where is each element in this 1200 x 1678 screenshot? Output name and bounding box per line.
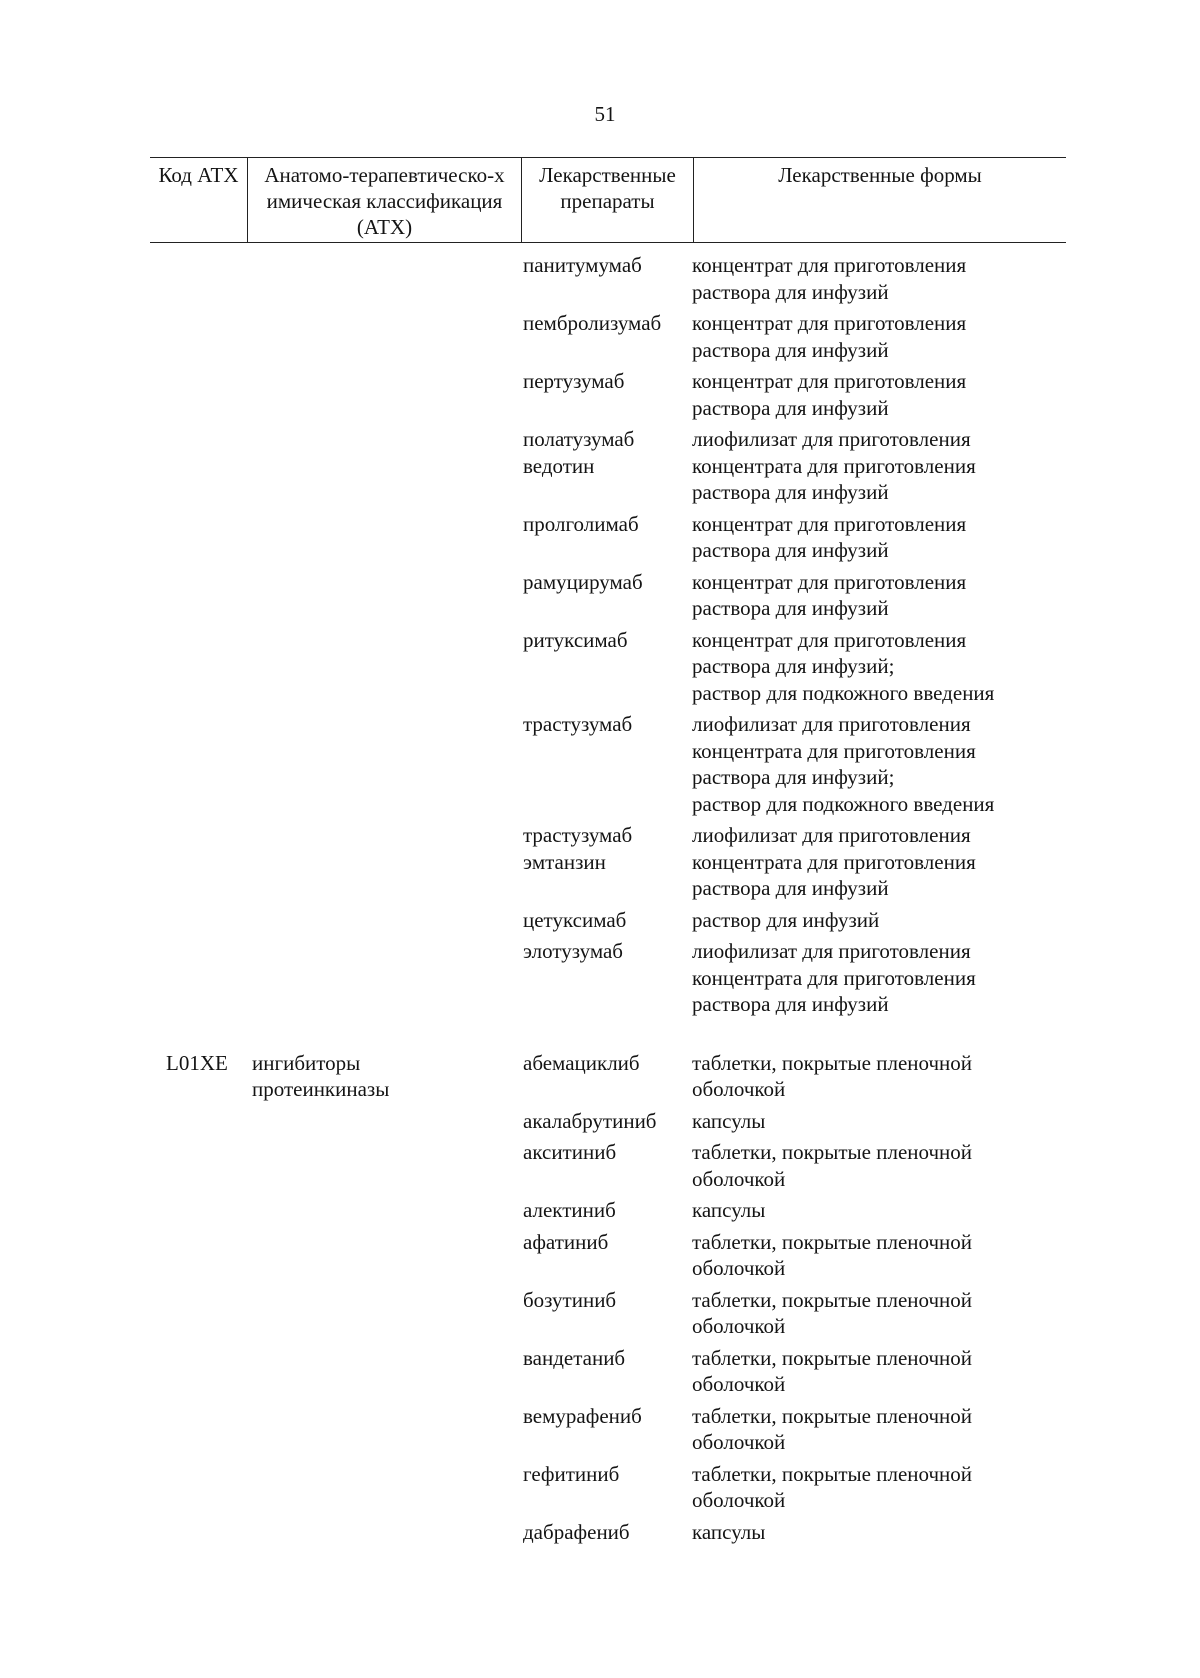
table-row (0, 1197, 1200, 1224)
atc-code-cell: L01XE (166, 1050, 228, 1075)
table-row (0, 368, 1200, 421)
dosage-form-cell-line: таблетки, покрытые пленочной (692, 1287, 973, 1312)
header-drugs (521, 158, 693, 242)
drug-name-cell-line: ритуксимаб (523, 627, 628, 652)
dosage-form-cell-line: раствора для инфузий (692, 279, 889, 304)
dosage-form-cell-line: таблетки, покрытые пленочной (692, 1345, 973, 1370)
drug-name-cell-line: гефитиниб (523, 1461, 620, 1486)
header-classification-line: имическая классификация (266, 189, 503, 213)
dosage-form-cell-line: раствора для инфузий; (692, 654, 895, 678)
classification-cell-line: ингибиторы (252, 1050, 361, 1075)
drug-name-cell-line: вандетаниб (523, 1345, 626, 1370)
table-row (0, 1287, 1200, 1340)
dosage-form-cell-line: раствора для инфузий (692, 538, 889, 562)
dosage-form-cell-line: оболочкой (692, 1077, 786, 1101)
drug-name-cell (523, 1519, 688, 1546)
dosage-form-cell-line: оболочкой (692, 1372, 786, 1396)
table-row (0, 1461, 1200, 1514)
drug-name-cell (523, 1345, 688, 1372)
dosage-form-cell (692, 426, 1072, 506)
dosage-form-cell (692, 569, 1072, 622)
drug-name-cell (523, 711, 688, 738)
table-row (0, 426, 1200, 506)
drug-name-cell (523, 1139, 688, 1166)
table-row (0, 1139, 1200, 1192)
table-header (150, 157, 1066, 243)
dosage-form-cell-line: раствор для инфузий (692, 907, 880, 932)
dosage-form-cell-line: концентрата для приготовления (692, 453, 976, 478)
dosage-form-cell-line: концентрат для приготовления (692, 511, 967, 536)
table-row (0, 1345, 1200, 1398)
table-row (0, 569, 1200, 622)
drug-name-cell-line: бозутиниб (523, 1287, 617, 1312)
dosage-form-cell (692, 938, 1072, 1018)
header-forms-line: Лекарственные формы (778, 163, 982, 187)
dosage-form-cell (692, 1139, 1072, 1192)
dosage-form-cell-line: лиофилизат для приготовления (692, 712, 971, 736)
dosage-form-cell (692, 1287, 1072, 1340)
drug-name-cell (523, 1229, 688, 1256)
dosage-form-cell-line: оболочкой (692, 1430, 786, 1454)
dosage-form-cell (692, 1403, 1072, 1456)
dosage-form-cell (692, 711, 1072, 817)
page-number: 51 (594, 102, 616, 126)
dosage-form-cell-line: раствора для инфузий (692, 337, 889, 362)
dosage-form-cell (692, 1519, 1072, 1546)
drug-name-cell-line: афатиниб (523, 1229, 609, 1254)
table-row (0, 711, 1200, 817)
drug-name-cell-line: акситиниб (523, 1140, 617, 1164)
header-forms (693, 158, 1066, 242)
dosage-form-cell-line: оболочкой (692, 1256, 786, 1280)
header-code-line: Код АТХ (158, 163, 239, 187)
drug-name-cell (523, 368, 688, 395)
drug-name-cell (523, 511, 688, 538)
dosage-form-cell-line: концентрат для приготовления (692, 569, 967, 594)
dosage-form-cell (692, 1050, 1072, 1103)
dosage-form-cell (692, 1197, 1072, 1224)
table-row (0, 1519, 1200, 1546)
header-classification-line: (АТХ) (356, 215, 413, 239)
drug-name-cell-line: алектиниб (523, 1198, 616, 1222)
drug-name-cell (523, 252, 688, 279)
table-row (0, 511, 1200, 564)
drug-name-cell (523, 1108, 688, 1135)
classification-cell-line: протеинкиназы (252, 1077, 390, 1101)
drug-name-cell-line: панитумумаб (523, 253, 642, 277)
dosage-form-cell-line: концентрата для приготовления (692, 738, 976, 763)
drug-name-cell (523, 938, 688, 965)
dosage-form-cell-line: капсулы (692, 1198, 766, 1222)
drug-name-cell-line: рамуцирумаб (523, 569, 643, 594)
dosage-form-cell-line: раствора для инфузий (692, 876, 889, 900)
drug-name-cell-line: абемациклиб (523, 1050, 640, 1075)
header-classification (247, 158, 521, 242)
dosage-form-cell-line: таблетки, покрытые пленочной (692, 1050, 973, 1075)
dosage-form-cell (692, 368, 1072, 421)
classification-cell (252, 1050, 512, 1103)
drug-name-cell (523, 907, 688, 934)
drug-name-cell (523, 1403, 688, 1430)
table-row (0, 1108, 1200, 1135)
table-row (0, 252, 1200, 305)
dosage-form-cell (692, 1345, 1072, 1398)
dosage-form-cell-line: таблетки, покрытые пленочной (692, 1229, 973, 1254)
dosage-form-cell-line: концентрат для приготовления (692, 369, 967, 393)
dosage-form-cell-line: раствора для инфузий (692, 596, 889, 620)
dosage-form-cell-line: таблетки, покрытые пленочной (692, 1403, 973, 1428)
drug-name-cell (523, 1197, 688, 1224)
drug-name-cell-line: вемурафениб (523, 1403, 642, 1428)
table-row (0, 627, 1200, 707)
dosage-form-cell-line: концентрат для приготовления (692, 311, 967, 335)
drug-name-cell (523, 569, 688, 596)
dosage-form-cell-line: лиофилизат для приготовления (692, 427, 971, 451)
drug-name-cell-line: полатузумаб (523, 427, 635, 451)
dosage-form-cell-line: оболочкой (692, 1166, 786, 1191)
dosage-form-cell (692, 252, 1072, 305)
drug-name-cell-line: пролголимаб (523, 511, 639, 536)
dosage-form-cell (692, 1229, 1072, 1282)
drug-name-cell (523, 1050, 688, 1077)
dosage-form-cell-line: раствор для подкожного введения (692, 791, 995, 816)
table-row (0, 907, 1200, 934)
dosage-form-cell-line: лиофилизат для приготовления (692, 939, 971, 963)
drug-name-cell (523, 1461, 688, 1488)
drug-name-cell (523, 426, 688, 479)
dosage-form-cell-line: концентрата для приготовления (692, 849, 976, 874)
dosage-form-cell-line: капсулы (692, 1108, 766, 1133)
dosage-form-cell-line: таблетки, покрытые пленочной (692, 1140, 973, 1164)
drug-name-cell (523, 310, 688, 337)
table-row (0, 1403, 1200, 1456)
drug-name-cell-line: элотузумаб (523, 939, 623, 963)
drug-name-cell-line: трастузумаб (523, 823, 633, 847)
dosage-form-cell-line: таблетки, покрытые пленочной (692, 1461, 973, 1486)
dosage-form-cell (692, 627, 1072, 707)
table-row (0, 822, 1200, 902)
dosage-form-cell-line: концентрата для приготовления (692, 965, 976, 990)
dosage-form-cell-line: раствора для инфузий; (692, 765, 895, 789)
dosage-form-cell-line: концентрат для приготовления (692, 253, 967, 277)
dosage-form-cell-line: капсулы (692, 1519, 766, 1544)
dosage-form-cell-line: лиофилизат для приготовления (692, 823, 971, 847)
drug-name-cell-line: ведотин (523, 453, 595, 478)
dosage-form-cell-line: оболочкой (692, 1314, 786, 1338)
drug-name-cell-line: дабрафениб (523, 1519, 630, 1544)
drug-name-cell-line: эмтанзин (523, 849, 606, 874)
dosage-form-cell-line: оболочкой (692, 1488, 786, 1512)
drug-name-cell-line: пертузумаб (523, 369, 625, 393)
drug-name-cell-line: цетуксимаб (523, 907, 627, 932)
drug-name-cell (523, 822, 688, 875)
dosage-form-cell-line: раствора для инфузий (692, 395, 889, 420)
dosage-form-cell-line: концентрат для приготовления (692, 627, 967, 652)
table-body (0, 252, 1200, 1550)
drug-name-cell-line: акалабрутиниб (523, 1108, 657, 1133)
dosage-form-cell-line: раствор для подкожного введения (692, 680, 995, 705)
dosage-form-cell-line: раствора для инфузий (692, 992, 889, 1016)
header-drugs-line: препараты (560, 189, 655, 213)
table-row (0, 1050, 1200, 1103)
header-drugs-line: Лекарственные (539, 163, 676, 187)
dosage-form-cell-line: раствора для инфузий (692, 480, 889, 504)
dosage-form-cell (692, 907, 1072, 934)
dosage-form-cell (692, 310, 1072, 363)
dosage-form-cell (692, 511, 1072, 564)
dosage-form-cell (692, 1108, 1072, 1135)
table-row (0, 310, 1200, 363)
header-classification-line: Анатомо-терапевтическо-х (264, 163, 505, 187)
table-row (0, 1229, 1200, 1282)
drug-name-cell (523, 1287, 688, 1314)
drug-name-cell-line: пембролизумаб (523, 311, 662, 335)
table-row (0, 938, 1200, 1018)
dosage-form-cell (692, 822, 1072, 902)
drug-name-cell (523, 627, 688, 654)
dosage-form-cell (692, 1461, 1072, 1514)
header-code (150, 158, 247, 242)
drug-name-cell-line: трастузумаб (523, 712, 633, 736)
